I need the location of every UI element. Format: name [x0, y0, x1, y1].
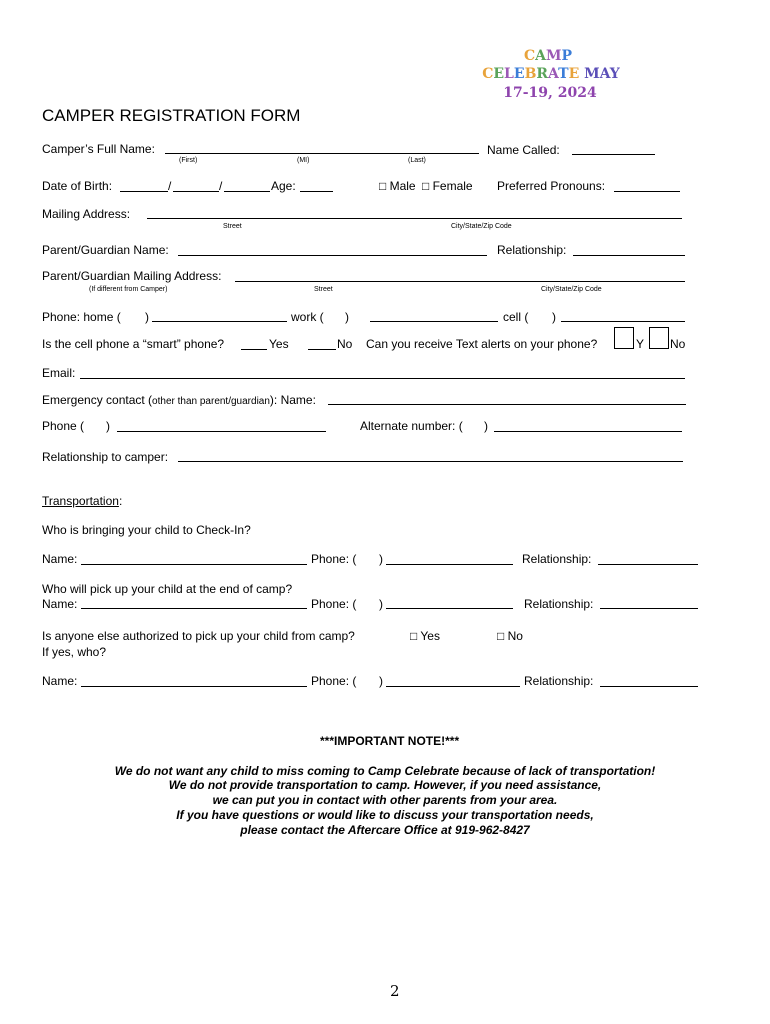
- checkin-name-field[interactable]: [81, 564, 307, 565]
- first-caption: (First): [179, 157, 198, 164]
- dob-year-field[interactable]: [224, 191, 270, 192]
- work-paren-close: ): [345, 310, 349, 324]
- pronouns-label: Preferred Pronouns:: [497, 179, 606, 193]
- alternate-field[interactable]: [494, 431, 682, 432]
- note-line-5: please contact the Aftercare Office at 919-962-8427: [240, 823, 530, 837]
- who-bringing-question: Who is bringing your child to Check-In?: [42, 523, 251, 537]
- logo-letter: T: [558, 66, 569, 82]
- logo-word-celebrate: [476, 66, 626, 82]
- pickup-name-field[interactable]: [81, 608, 307, 609]
- alternate-label: Alternate number: (: [360, 419, 463, 433]
- pronouns-field[interactable]: [614, 191, 680, 192]
- emergency-label: Emergency contact (other than parent/guardian): Name:: [42, 393, 316, 407]
- street-caption-2: Street: [314, 286, 333, 293]
- pickup-phone-label: Phone: (: [311, 597, 357, 611]
- last-caption: (Last): [408, 157, 426, 164]
- smart-no-label: No: [337, 337, 353, 351]
- logo-letter: P: [561, 48, 573, 64]
- mi-caption: (MI): [297, 157, 310, 164]
- logo-letter: E: [493, 66, 505, 82]
- emergency-paren-close: ): [106, 419, 110, 433]
- other-relationship-label: Relationship:: [524, 674, 594, 688]
- text-alerts-question: Can you receive Text alerts on your phone?: [366, 337, 598, 351]
- transport-heading: Transportation:: [42, 494, 123, 508]
- authorized-question: Is anyone else authorized to pick up your child from camp?: [42, 629, 355, 643]
- checkin-name-label: Name:: [42, 552, 78, 566]
- smart-phone-question: Is the cell phone a “smart” phone?: [42, 337, 225, 351]
- parent-name-field[interactable]: [178, 255, 487, 256]
- male-checkbox[interactable]: □ Male: [379, 179, 416, 193]
- dob-slash-1: /: [168, 179, 172, 193]
- other-phone-label: Phone: (: [311, 674, 357, 688]
- street-caption: Street: [223, 223, 242, 230]
- text-alerts-no-label: No: [670, 337, 686, 351]
- alternate-paren-close: ): [484, 419, 488, 433]
- emergency-phone-label: Phone (: [42, 419, 85, 433]
- cell-label: cell (: [503, 310, 529, 324]
- if-yes-who-label: If yes, who?: [42, 645, 107, 659]
- checkin-relationship-field[interactable]: [598, 564, 698, 565]
- age-label: Age:: [271, 179, 296, 193]
- smart-no-blank[interactable]: [308, 349, 336, 350]
- logo-letter: C: [523, 48, 536, 64]
- relationship-field[interactable]: [573, 255, 685, 256]
- smart-yes-label: Yes: [269, 337, 289, 351]
- work-label: work (: [291, 310, 324, 324]
- full-name-field[interactable]: [165, 153, 479, 154]
- full-name-label: Camper’s Full Name:: [42, 142, 155, 156]
- checkin-phone-field[interactable]: [386, 564, 513, 565]
- parent-name-label: Parent/Guardian Name:: [42, 243, 169, 257]
- city-caption-2: City/State/Zip Code: [541, 286, 602, 293]
- text-alerts-no-box[interactable]: [649, 327, 669, 349]
- note-line-3: we can put you in contact with other parents from your area.: [212, 793, 558, 807]
- who-pickup-question: Who will pick up your child at the end of camp?: [42, 582, 293, 596]
- age-field[interactable]: [300, 191, 333, 192]
- dob-slash-2: /: [219, 179, 223, 193]
- phone-home-label: Phone: home (: [42, 310, 121, 324]
- logo-letter: E: [568, 66, 580, 82]
- name-called-field[interactable]: [572, 154, 655, 155]
- cell-paren-close: ): [552, 310, 556, 324]
- text-alerts-y-label: Y: [636, 337, 645, 351]
- cell-phone-field[interactable]: [561, 321, 685, 322]
- other-paren-close: ): [379, 674, 383, 688]
- relationship-camper-label: Relationship to camper:: [42, 450, 169, 464]
- logo-word-may: MAY: [579, 66, 620, 82]
- home-paren-close: ): [145, 310, 149, 324]
- logo-letter: A: [548, 66, 559, 82]
- pickup-relationship-field[interactable]: [600, 608, 698, 609]
- authorized-yes-checkbox[interactable]: □ Yes: [410, 629, 440, 643]
- logo-letter: B: [524, 66, 537, 82]
- other-name-label: Name:: [42, 674, 78, 688]
- logo-letter: C: [482, 66, 494, 82]
- if-different-caption: (If different from Camper): [89, 286, 168, 293]
- note-line-1: We do not want any child to miss coming to Camp Celebrate because of lack of transportation!: [114, 764, 656, 778]
- note-line-4: If you have questions or would like to discuss your transportation needs,: [176, 808, 594, 822]
- logo-dates: 17-19, 2024: [503, 85, 597, 101]
- authorized-no-checkbox[interactable]: □ No: [497, 629, 523, 643]
- checkin-phone-label: Phone: (: [311, 552, 357, 566]
- important-note-heading: ***IMPORTANT NOTE!***: [320, 734, 460, 748]
- pickup-phone-field[interactable]: [386, 608, 513, 609]
- other-relationship-field[interactable]: [600, 686, 698, 687]
- note-line-2: We do not provide transportation to camp. However, if you need assistance,: [168, 778, 602, 792]
- other-phone-field[interactable]: [386, 686, 520, 687]
- emergency-name-field[interactable]: [328, 404, 686, 405]
- pickup-name-label: Name:: [42, 597, 78, 611]
- pickup-paren-close: ): [379, 597, 383, 611]
- work-phone-field[interactable]: [370, 321, 498, 322]
- pickup-relationship-label: Relationship:: [524, 597, 594, 611]
- parent-mailing-label: Parent/Guardian Mailing Address:: [42, 269, 222, 283]
- dob-label: Date of Birth:: [42, 179, 113, 193]
- logo-letter: A: [535, 48, 546, 64]
- logo-letter: R: [536, 66, 549, 82]
- name-called-label: Name Called:: [487, 143, 560, 157]
- checkin-relationship-label: Relationship:: [522, 552, 592, 566]
- text-alerts-yes-box[interactable]: [614, 327, 634, 349]
- page-number: 2: [390, 982, 400, 1000]
- email-label: Email:: [42, 366, 76, 380]
- emergency-phone-field[interactable]: [117, 431, 326, 432]
- logo-letter: L: [504, 66, 514, 82]
- smart-yes-blank[interactable]: [241, 349, 267, 350]
- relationship-camper-field[interactable]: [178, 461, 683, 462]
- parent-mailing-field[interactable]: [235, 281, 685, 282]
- form-title: CAMPER REGISTRATION FORM: [42, 106, 301, 125]
- email-field[interactable]: [80, 378, 685, 379]
- mailing-label: Mailing Address:: [42, 207, 131, 221]
- dob-month-field[interactable]: [120, 191, 168, 192]
- checkin-paren-close: ): [379, 552, 383, 566]
- logo-letter: M: [546, 48, 562, 64]
- logo-word-camp: [520, 48, 576, 64]
- mailing-field[interactable]: [147, 218, 682, 219]
- dob-day-field[interactable]: [173, 191, 219, 192]
- home-phone-field[interactable]: [152, 321, 287, 322]
- logo-letter: E: [513, 66, 525, 82]
- city-caption: City/State/Zip Code: [451, 223, 512, 230]
- other-name-field[interactable]: [81, 686, 307, 687]
- female-checkbox[interactable]: □ Female: [422, 179, 473, 193]
- relationship-label: Relationship:: [497, 243, 567, 257]
